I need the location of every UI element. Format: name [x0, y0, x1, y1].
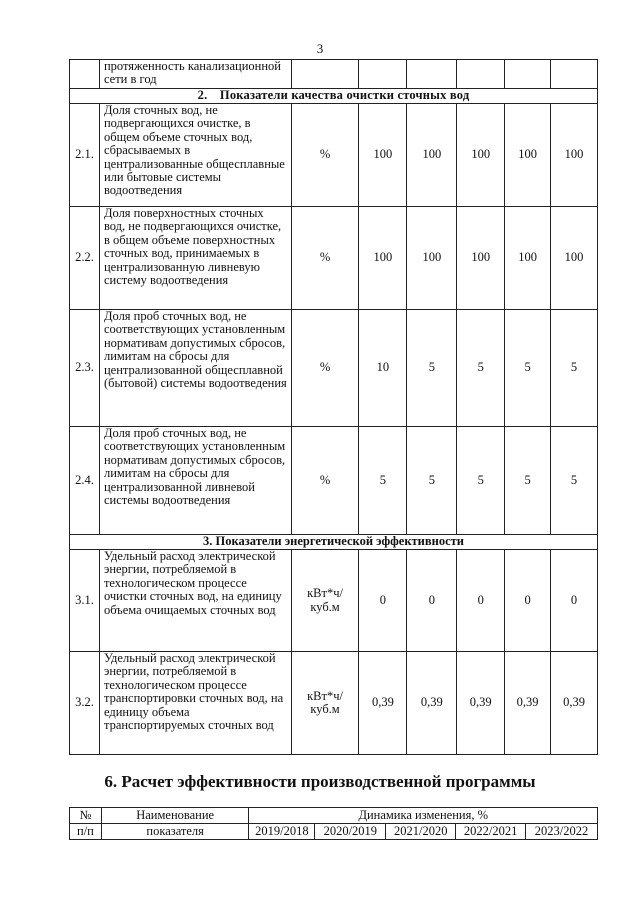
value-cell: 100	[359, 104, 407, 207]
value-cell: 0	[407, 550, 457, 652]
unit-cell: кВт*ч/ куб.м	[291, 652, 359, 755]
table-row	[70, 550, 598, 652]
value-cell: 100	[505, 104, 551, 207]
unit-cell: кВт*ч/ куб.м	[291, 550, 359, 652]
row-number: 2.4.	[70, 427, 100, 535]
value-cell: 5	[505, 310, 551, 427]
indicator-name: Доля проб сточных вод, не соответствующих установленным нормативам допустимых сбросов, лимитам на сбросы для централизованной общесплавной (бытовой) системы водоотведения	[99, 310, 291, 427]
unit-cell: %	[291, 104, 359, 207]
section-2-title: Показатели качества очистки сточных вод	[219, 88, 470, 103]
col-number-header: №	[70, 808, 102, 824]
indicator-name: Доля поверхностных сточных вод, не подвергающихся очистке, в общем объеме поверхностных сточных вод, принимаемых в централизованную ливневую систему водоотведения	[99, 207, 291, 310]
table-row	[70, 652, 598, 755]
row-number	[70, 60, 100, 89]
indicator-name: Доля проб сточных вод, не соответствующих установленным нормативам допустимых сбросов, лимитам на сбросы для централизованной ливневой системы водоотведения	[99, 427, 291, 535]
value-cell: 0	[457, 550, 505, 652]
section-6-title: 6. Расчет эффективности производственной программы	[104, 772, 536, 791]
table-row	[70, 60, 598, 89]
section-header-row	[70, 89, 598, 104]
period-header: 2022/2021	[456, 824, 526, 840]
table-row	[70, 104, 598, 207]
indicator-name: протяженность канализационной сети в год	[99, 60, 291, 89]
row-number: 2.2.	[70, 207, 100, 310]
value-cell: 0,39	[359, 652, 407, 755]
section-2-number: 2.	[197, 88, 208, 103]
table-row	[70, 207, 598, 310]
value-cell: 0,39	[551, 652, 598, 755]
value-cell: 5	[457, 427, 505, 535]
row-number: 3.1.	[70, 550, 100, 652]
value-cell: 0,39	[457, 652, 505, 755]
value-cell: 100	[457, 207, 505, 310]
unit-cell: %	[291, 310, 359, 427]
dynamics-header: Динамика изменения, %	[249, 808, 598, 824]
value-cell: 0,39	[407, 652, 457, 755]
value-cell: 5	[359, 427, 407, 535]
col-name-subheader: показателя	[101, 824, 249, 840]
value-cell: 5	[407, 427, 457, 535]
value-cell: 0,39	[505, 652, 551, 755]
header-row	[70, 808, 598, 824]
row-number: 3.2.	[70, 652, 100, 755]
section-header-row	[70, 535, 598, 550]
table-row	[70, 310, 598, 427]
value-cell: 5	[551, 427, 598, 535]
col-number-subheader: п/п	[70, 824, 102, 840]
col-name-header: Наименование	[101, 808, 249, 824]
unit-cell: %	[291, 207, 359, 310]
value-cell: 100	[359, 207, 407, 310]
value-cell: 100	[407, 207, 457, 310]
section-3-header: 3. Показатели энергетической эффективности	[70, 535, 598, 550]
period-header: 2021/2020	[386, 824, 456, 840]
value-cell: 5	[457, 310, 505, 427]
period-header: 2020/2019	[315, 824, 386, 840]
value-cell: 5	[407, 310, 457, 427]
indicator-name: Доля сточных вод, не подвергающихся очистке, в общем объеме сточных вод, сбрасываемых в централизованные общесплавные или бытовые системы водоотведения	[99, 104, 291, 207]
value-cell: 100	[551, 207, 598, 310]
row-number: 2.1.	[70, 104, 100, 207]
value-cell: 5	[505, 427, 551, 535]
unit-cell: %	[291, 427, 359, 535]
value-cell: 100	[505, 207, 551, 310]
header-row	[70, 824, 598, 840]
value-cell: 100	[457, 104, 505, 207]
efficiency-table	[69, 807, 598, 840]
indicator-name: Удельный расход электрической энергии, потребляемой в технологическом процессе очистки сточных вод, на единицу объема очищаемых сточных вод	[99, 550, 291, 652]
page-number: 3	[316, 41, 324, 56]
value-cell: 10	[359, 310, 407, 427]
table-row	[70, 427, 598, 535]
indicator-name: Удельный расход электрической энергии, потребляемой в технологическом процессе транспортировки сточных вод, на единицу объема транспортируемых сточных вод	[99, 652, 291, 755]
value-cell: 5	[551, 310, 598, 427]
period-header: 2019/2018	[249, 824, 315, 840]
value-cell: 100	[551, 104, 598, 207]
indicators-table	[69, 59, 598, 755]
section-2-header	[70, 89, 598, 104]
value-cell: 0	[551, 550, 598, 652]
value-cell: 0	[505, 550, 551, 652]
row-number: 2.3.	[70, 310, 100, 427]
period-header: 2023/2022	[526, 824, 598, 840]
value-cell: 0	[359, 550, 407, 652]
value-cell: 100	[407, 104, 457, 207]
